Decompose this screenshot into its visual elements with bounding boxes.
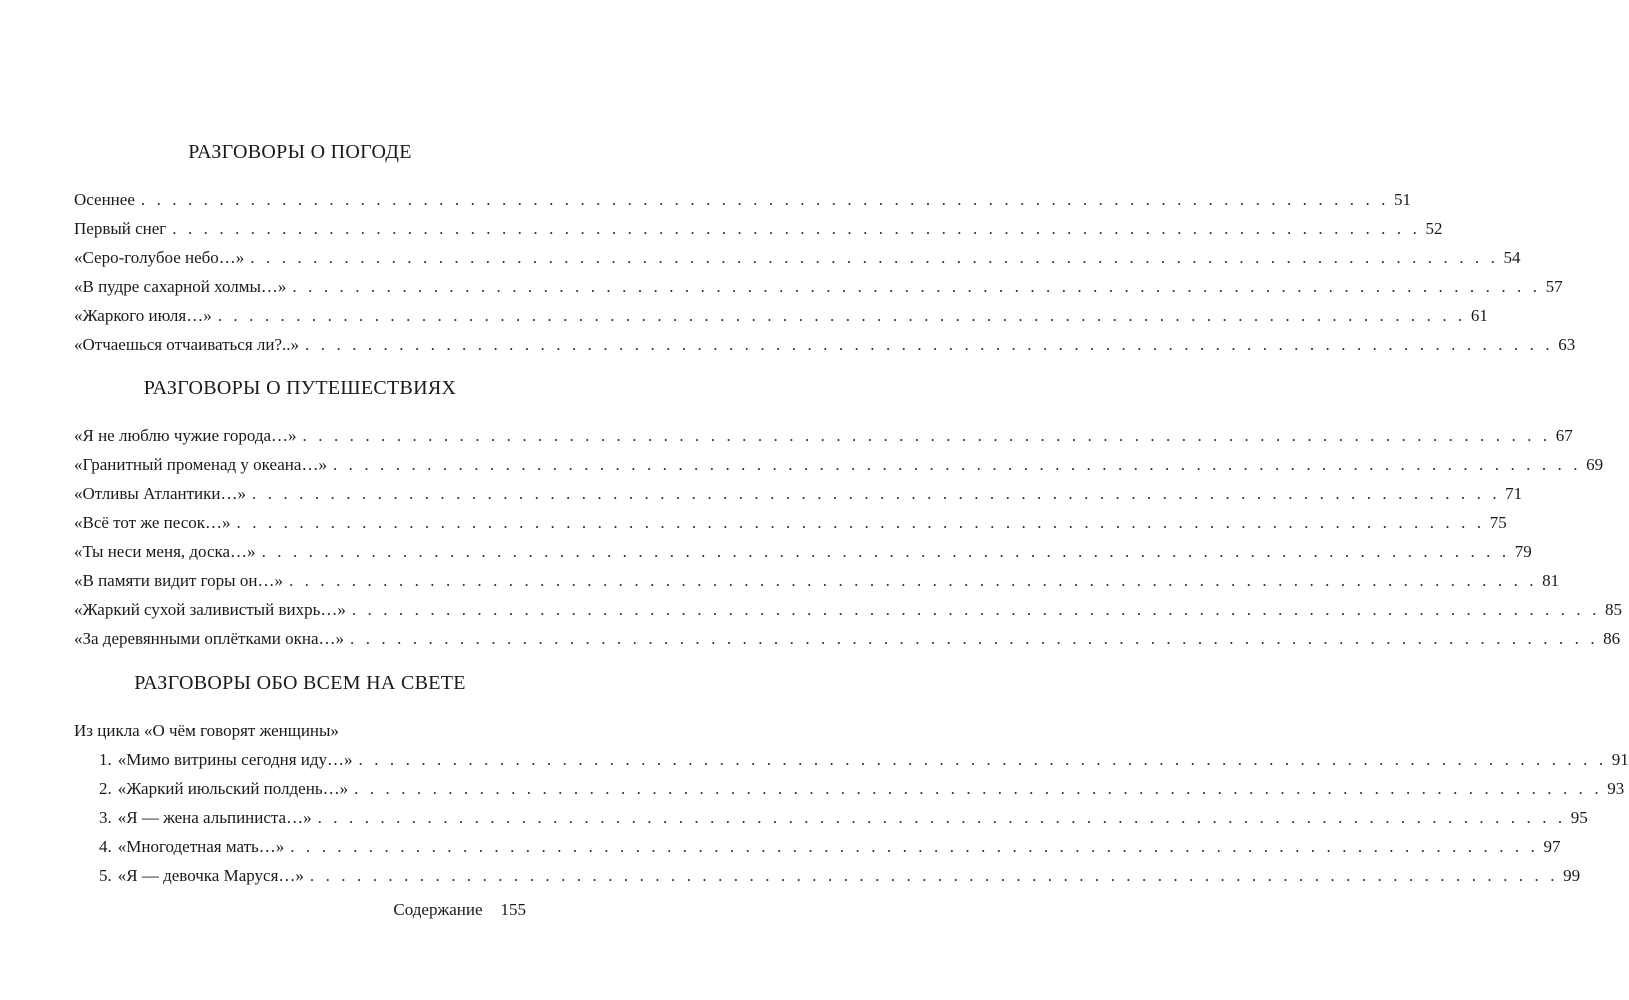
toc-section-weather [74,139,1576,359]
dot-leader: . . . . . . . . . . . . . . . . . . . . . . . . . . . . . . . . . . . . . . . . . . . . . . . . . . . . . . . . . . . . . . . . . . . . . . . . . . . . . . . . [140,190,1390,209]
toc-entry[interactable] [74,301,1488,330]
entry-title: «Отчаешься отчаиваться ли?..» [74,335,300,354]
entry-page-number: 85 [1604,600,1622,619]
dot-leader: . . . . . . . . . . . . . . . . . . . . . . . . . . . . . . . . . . . . . . . . . . . . . . . . . . . . . . . . . . . . . . . . . . . . . . . . . . . . . . . . [236,513,1485,532]
toc-entry[interactable] [74,595,1622,624]
dot-leader: . . . . . . . . . . . . . . . . . . . . . . . . . . . . . . . . . . . . . . . . . . . . . . . . . . . . . . . . . . . . . . . . . . . . . . . . . . . . . . . . [332,455,1582,474]
entry-page-number: 86 [1603,629,1621,648]
entry-number: 2. [99,779,112,798]
entry-title: «Серо-голубое небо…» [74,248,245,267]
entry-page-number: 67 [1555,426,1573,445]
toc-entry-list [74,185,1576,359]
entry-title: «За деревянными оплётками окна…» [74,629,345,648]
dot-leader: . . . . . . . . . . . . . . . . . . . . . . . . . . . . . . . . . . . . . . . . . . . . . . . . . . . . . . . . . . . . . . . . . . . . . . . . . . . . . . . . [309,866,1559,885]
entry-page-number: 63 [1558,335,1576,354]
book-page [74,0,1629,1000]
entry-page-number: 91 [1611,750,1629,769]
dot-leader: . . . . . . . . . . . . . . . . . . . . . . . . . . . . . . . . . . . . . . . . . . . . . . . . . . . . . . . . . . . . . . . . . . . . . . . . . . . . . . . . [172,219,1421,238]
entry-page-number: 52 [1425,219,1443,238]
dot-leader: . . . . . . . . . . . . . . . . . . . . . . . . . . . . . . . . . . . . . . . . . . . . . . . . . . . . . . . . . . . . . . . . . . . . . . . . . . . . . . . . [302,426,1551,445]
entry-title: «В памяти видит горы он…» [74,571,283,590]
entry-page-number: 51 [1394,190,1412,209]
entry-title: «Я не люблю чужие города…» [74,426,297,445]
toc-entry[interactable] [74,566,1560,595]
section-title: РАЗГОВОРЫ О ПОГОДЕ [188,141,412,163]
section-title: РАЗГОВОРЫ ОБО ВСЕМ НА СВЕТЕ [134,672,466,694]
entry-page-number: 75 [1489,513,1507,532]
entry-title: «В пудре сахарной холмы…» [74,277,287,296]
entry-title: «Гранитный променад у океана…» [74,455,327,474]
entry-number: 5. [99,866,112,885]
entry-title: «Всё тот же песок…» [74,513,231,532]
entry-title: «Я — жена альпиниста…» [117,808,312,827]
entry-title: Первый снег [74,219,167,238]
entry-page-number: 61 [1470,306,1488,325]
toc-entry[interactable] [74,272,1563,301]
entry-page-number: 81 [1542,571,1560,590]
entry-title: Осеннее [74,190,135,209]
toc-entry[interactable] [74,479,1523,508]
entry-title: «Многодетная мать…» [117,837,285,856]
dot-leader: . . . . . . . . . . . . . . . . . . . . . . . . . . . . . . . . . . . . . . . . . . . . . . . . . . . . . . . . . . . . . . . . . . . . . . . . . . . . . . . . [250,248,1499,267]
toc-entry[interactable] [74,330,1576,359]
dot-leader: . . . . . . . . . . . . . . . . . . . . . . . . . . . . . . . . . . . . . . . . . . . . . . . . . . . . . . . . . . . . . . . . . . . . . . . . . . . . . . . . [217,306,1466,325]
dot-leader: . . . . . . . . . . . . . . . . . . . . . . . . . . . . . . . . . . . . . . . . . . . . . . . . . . . . . . . . . . . . . . . . . . . . . . . . . . . . . . . . [317,808,1566,827]
dot-leader: . . . . . . . . . . . . . . . . . . . . . . . . . . . . . . . . . . . . . . . . . . . . . . . . . . . . . . . . . . . . . . . . . . . . . . . . . . . . . . . . [292,277,1541,296]
entry-title: «Ты неси меня, доска…» [74,542,256,561]
entry-title: «Отливы Атлантики…» [74,484,247,503]
entry-number: 4. [99,837,112,856]
dot-leader: . . . . . . . . . . . . . . . . . . . . . . . . . . . . . . . . . . . . . . . . . . . . . . . . . . . . . . . . . . . . . . . . . . . . . . . . . . . . . . . . [252,484,1501,503]
toc-entry[interactable] [74,745,1629,774]
section-title: РАЗГОВОРЫ О ПУТЕШЕСТВИЯХ [143,377,457,399]
toc-entry[interactable] [74,832,1561,861]
entry-page-number: 97 [1543,837,1561,856]
entry-page-number: 54 [1503,248,1521,267]
dot-leader: . . . . . . . . . . . . . . . . . . . . . . . . . . . . . . . . . . . . . . . . . . . . . . . . . . . . . . . . . . . . . . . . . . . . . . . . . . . . . . . . [358,750,1607,769]
entry-title: «Мимо витрины сегодня иду…» [117,750,353,769]
toc-entry[interactable] [74,450,1604,479]
folio-page-number: 155 [500,900,526,919]
toc-entry[interactable] [74,537,1532,566]
dot-leader: . . . . . . . . . . . . . . . . . . . . . . . . . . . . . . . . . . . . . . . . . . . . . . . . . . . . . . . . . . . . . . . . . . . . . . . . . . . . . . . . [305,335,1554,354]
entry-title: «Я — девочка Маруся…» [117,866,304,885]
entry-page-number: 69 [1586,455,1604,474]
entry-page-number: 93 [1607,779,1625,798]
toc-entry-list [74,421,1622,653]
toc-entry[interactable] [74,508,1507,537]
toc-entry[interactable] [74,803,1588,832]
toc-entry[interactable] [74,214,1443,243]
entry-page-number: 57 [1545,277,1563,296]
entry-page-number: 79 [1514,542,1532,561]
toc-entry[interactable] [74,243,1521,272]
entry-title: «Жаркий сухой заливистый вихрь…» [74,600,346,619]
dot-leader: . . . . . . . . . . . . . . . . . . . . . . . . . . . . . . . . . . . . . . . . . . . . . . . . . . . . . . . . . . . . . . . . . . . . . . . . . . . . . . . . [351,600,1600,619]
toc-section-travel [74,375,1622,653]
dot-leader: . . . . . . . . . . . . . . . . . . . . . . . . . . . . . . . . . . . . . . . . . . . . . . . . . . . . . . . . . . . . . . . . . . . . . . . . . . . . . . . . [288,571,1538,590]
toc-entry[interactable] [74,185,1412,214]
entry-page-number: 95 [1570,808,1588,827]
toc-entry[interactable] [74,861,1581,890]
toc-entry-list [74,716,1629,890]
dot-leader: . . . . . . . . . . . . . . . . . . . . . . . . . . . . . . . . . . . . . . . . . . . . . . . . . . . . . . . . . . . . . . . . . . . . . . . . . . . . . . . . [261,542,1510,561]
toc-entry[interactable] [74,774,1625,803]
cycle-heading: Из цикла «О чём говорят женщины» [74,721,339,740]
entry-number: 3. [99,808,112,827]
dot-leader: . . . . . . . . . . . . . . . . . . . . . . . . . . . . . . . . . . . . . . . . . . . . . . . . . . . . . . . . . . . . . . . . . . . . . . . . . . . . . . . . [354,779,1603,798]
entry-title: «Жаркого июля…» [74,306,212,325]
entry-number: 1. [99,750,112,769]
entry-title: «Жаркий июльский полдень…» [117,779,349,798]
dot-leader: . . . . . . . . . . . . . . . . . . . . . . . . . . . . . . . . . . . . . . . . . . . . . . . . . . . . . . . . . . . . . . . . . . . . . . . . . . . . . . . . [350,629,1599,648]
footer-label: Содержание [393,900,483,919]
toc-section-everything [74,670,1629,890]
toc-entry[interactable] [74,624,1621,653]
toc-entry[interactable] [74,421,1573,450]
dot-leader: . . . . . . . . . . . . . . . . . . . . . . . . . . . . . . . . . . . . . . . . . . . . . . . . . . . . . . . . . . . . . . . . . . . . . . . . . . . . . . . . [290,837,1539,856]
running-footer [74,897,526,923]
entry-page-number: 71 [1505,484,1523,503]
entry-page-number: 99 [1563,866,1581,885]
